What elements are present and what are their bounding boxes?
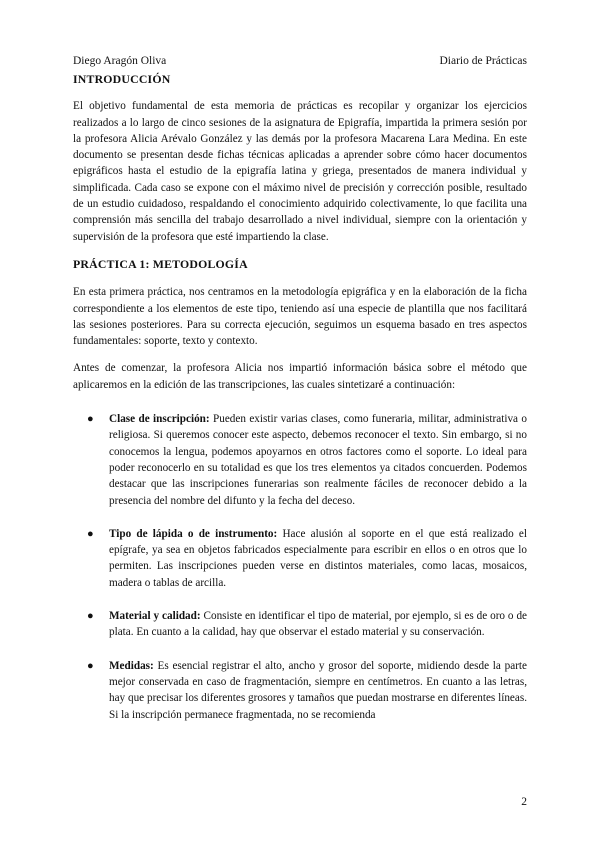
practica1-paragraph-2: Antes de comenzar, la profesora Alicia nos impartió información básica sobre el método que aplicaremos en la edición de las transcripciones, las cuales sintetizaré a continuación: <box>73 362 527 391</box>
list-item-text: Pueden existir varias clases, como funeraria, militar, administrativa o religiosa. Si queremos conocer este aspecto, debemos reconocer el texto. Sin embargo, si no conocemos la lengua, podemos apoyarnos en otros factores como el soporte. Lo ideal para poder reconocerlo en su totalidad es que los tres elementos ya citados concuerden. Podemos destacar que las inscripciones funerarias son realmente fáciles de reconocer debido a la presencia del nombre del difunto y la fecha del deceso. <box>109 413 527 507</box>
bullet-icon: ● <box>87 527 94 540</box>
list-item <box>73 526 527 591</box>
header-doc-title: Diario de Prácticas <box>439 55 527 67</box>
practica1-paragraph-1: En esta primera práctica, nos centramos en la metodología epigráfica y en la elaboración de la ficha correspondiente a los elementos de este tipo, teniendo así una especie de plantilla que nos facilitará las sesiones posteriores. Para su correcta ejecución, seguimos un esquema basado en tres aspectos fundamentales: soporte, texto y contexto. <box>73 286 527 348</box>
bullet-icon: ● <box>87 610 94 623</box>
list-item-term: Material y calidad: <box>109 610 201 623</box>
list-item-term: Medidas: <box>109 659 154 672</box>
page-header <box>73 55 527 71</box>
method-list <box>73 411 527 723</box>
header-author: Diego Aragón Oliva <box>73 55 167 67</box>
list-item-term: Clase de inscripción: <box>109 413 210 426</box>
page-body <box>73 71 527 740</box>
bullet-icon: ● <box>87 413 94 426</box>
page-number: 2 <box>521 796 527 808</box>
list-item <box>73 658 527 723</box>
list-item <box>73 608 527 641</box>
list-item-text: Hace alusión al soporte en el que está realizado el epígrafe, ya sea en objetos fabricados especialmente para escribir en ellos o en otros que lo permiten. Las inscripciones pueden verse en distintos materiales, como lacas, mosaicos, madera o tablas de arcilla. <box>109 527 527 589</box>
bullet-icon: ● <box>87 659 94 672</box>
intro-paragraph: El objetivo fundamental de esta memoria de prácticas es recopilar y organizar los ejercicios realizados a lo largo de cinco sesiones de la asignatura de Epigrafía, impartida la primera sesión por la profesora Alicia Arévalo González y las demás por la profesora Macarena Lara Medina. En este documento se presentan desde fichas técnicas aplicadas a aprender sobre cómo hacer documentos epigráficos hasta el estudio de la epigrafía latina y griega, presentados de manera individual y simplificada. Cada caso se expone con el máximo nivel de precisión y corrección posible, resultado de un estudio cuidadoso, respaldando el conocimiento adquirido colectivamente, lo que facilita una comprensión más sencilla del trabajo desarrollado a nivel individual, siempre con la orientación y supervisión de la profesora que esté impartiendo la clase. <box>73 100 527 243</box>
practica1-heading: PRÁCTICA 1: METODOLOGÍA <box>73 256 248 271</box>
intro-heading: INTRODUCCIÓN <box>73 72 171 86</box>
list-item-text: Consiste en identificar el tipo de material, por ejemplo, si es de oro o de plata. En cuanto a la calidad, hay que observar el estado material y su conservación. <box>109 610 528 639</box>
list-item-text: Es esencial registrar el alto, ancho y grosor del soporte, midiendo desde la parte mejor conservada en caso de fragmentación, siempre en centímetros. En cuanto a las letras, hay que precisar los diferentes grosores y tamaños que puedan mostrarse en diferentes líneas. Si la inscripción permanece fragmentada, no se recomienda <box>109 659 527 721</box>
list-item-term: Tipo de lápida o de instrumento: <box>109 527 278 540</box>
list-item <box>73 411 527 509</box>
